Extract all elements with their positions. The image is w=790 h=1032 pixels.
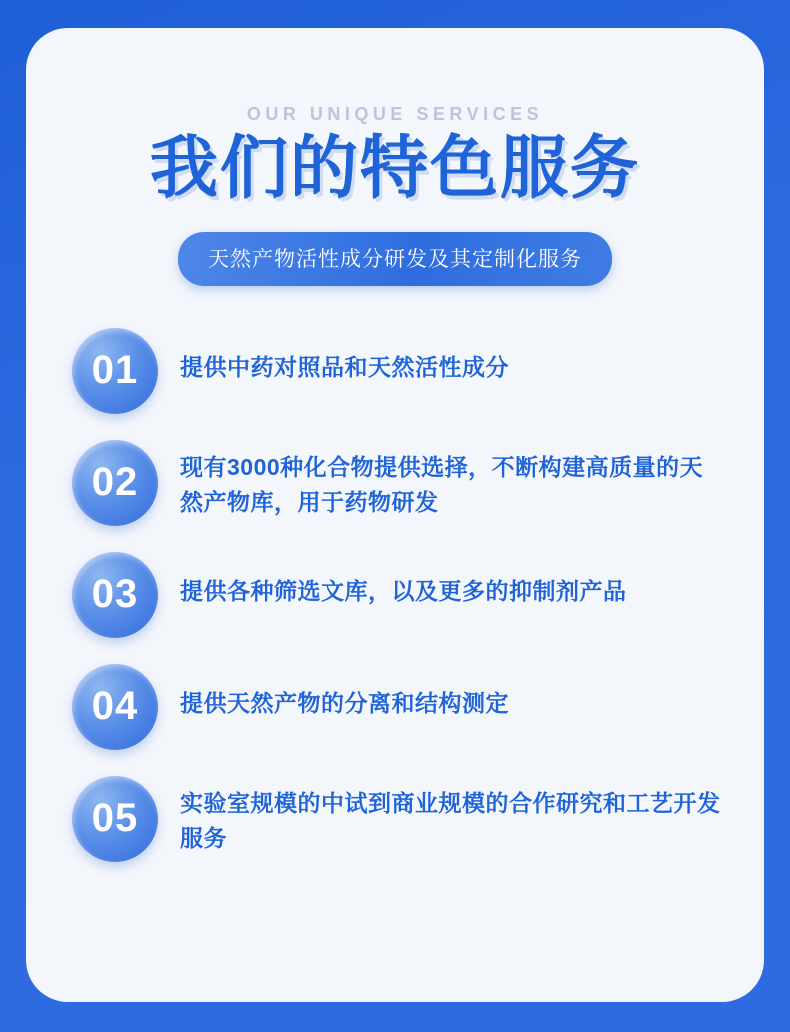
list-item <box>72 776 726 862</box>
list-item-label: 提供各种筛选文库，以及更多的抑制剂产品 <box>180 577 627 604</box>
subtitle-pill: 天然产物活性成分研发及其定制化服务 <box>178 232 612 286</box>
list-item <box>72 440 726 526</box>
list-item <box>72 664 726 750</box>
badge-number: 04 <box>72 664 158 750</box>
page-title: 我们的特色服务 <box>149 130 640 206</box>
badge-number: 05 <box>72 776 158 862</box>
list-item <box>72 328 726 414</box>
list-item-label: 提供天然产物的分离和结构测定 <box>180 689 509 716</box>
badge-number: 01 <box>72 328 158 414</box>
list-item-label: 实验室规模的中试到商业规模的合作研究和工艺开发服务 <box>180 789 721 852</box>
list-item-label: 现有3000种化合物提供选择，不断构建高质量的天然产物库，用于药物研发 <box>180 453 704 516</box>
subtitle-container <box>64 232 726 286</box>
poster-card <box>26 28 764 1002</box>
badge-number: 03 <box>72 552 158 638</box>
eyebrow-text: OUR UNIQUE SERVICES <box>246 104 544 124</box>
list-item <box>72 552 726 638</box>
badge-number: 02 <box>72 440 158 526</box>
list-item-label: 提供中药对照品和天然活性成分 <box>180 353 509 380</box>
services-list <box>64 328 726 862</box>
